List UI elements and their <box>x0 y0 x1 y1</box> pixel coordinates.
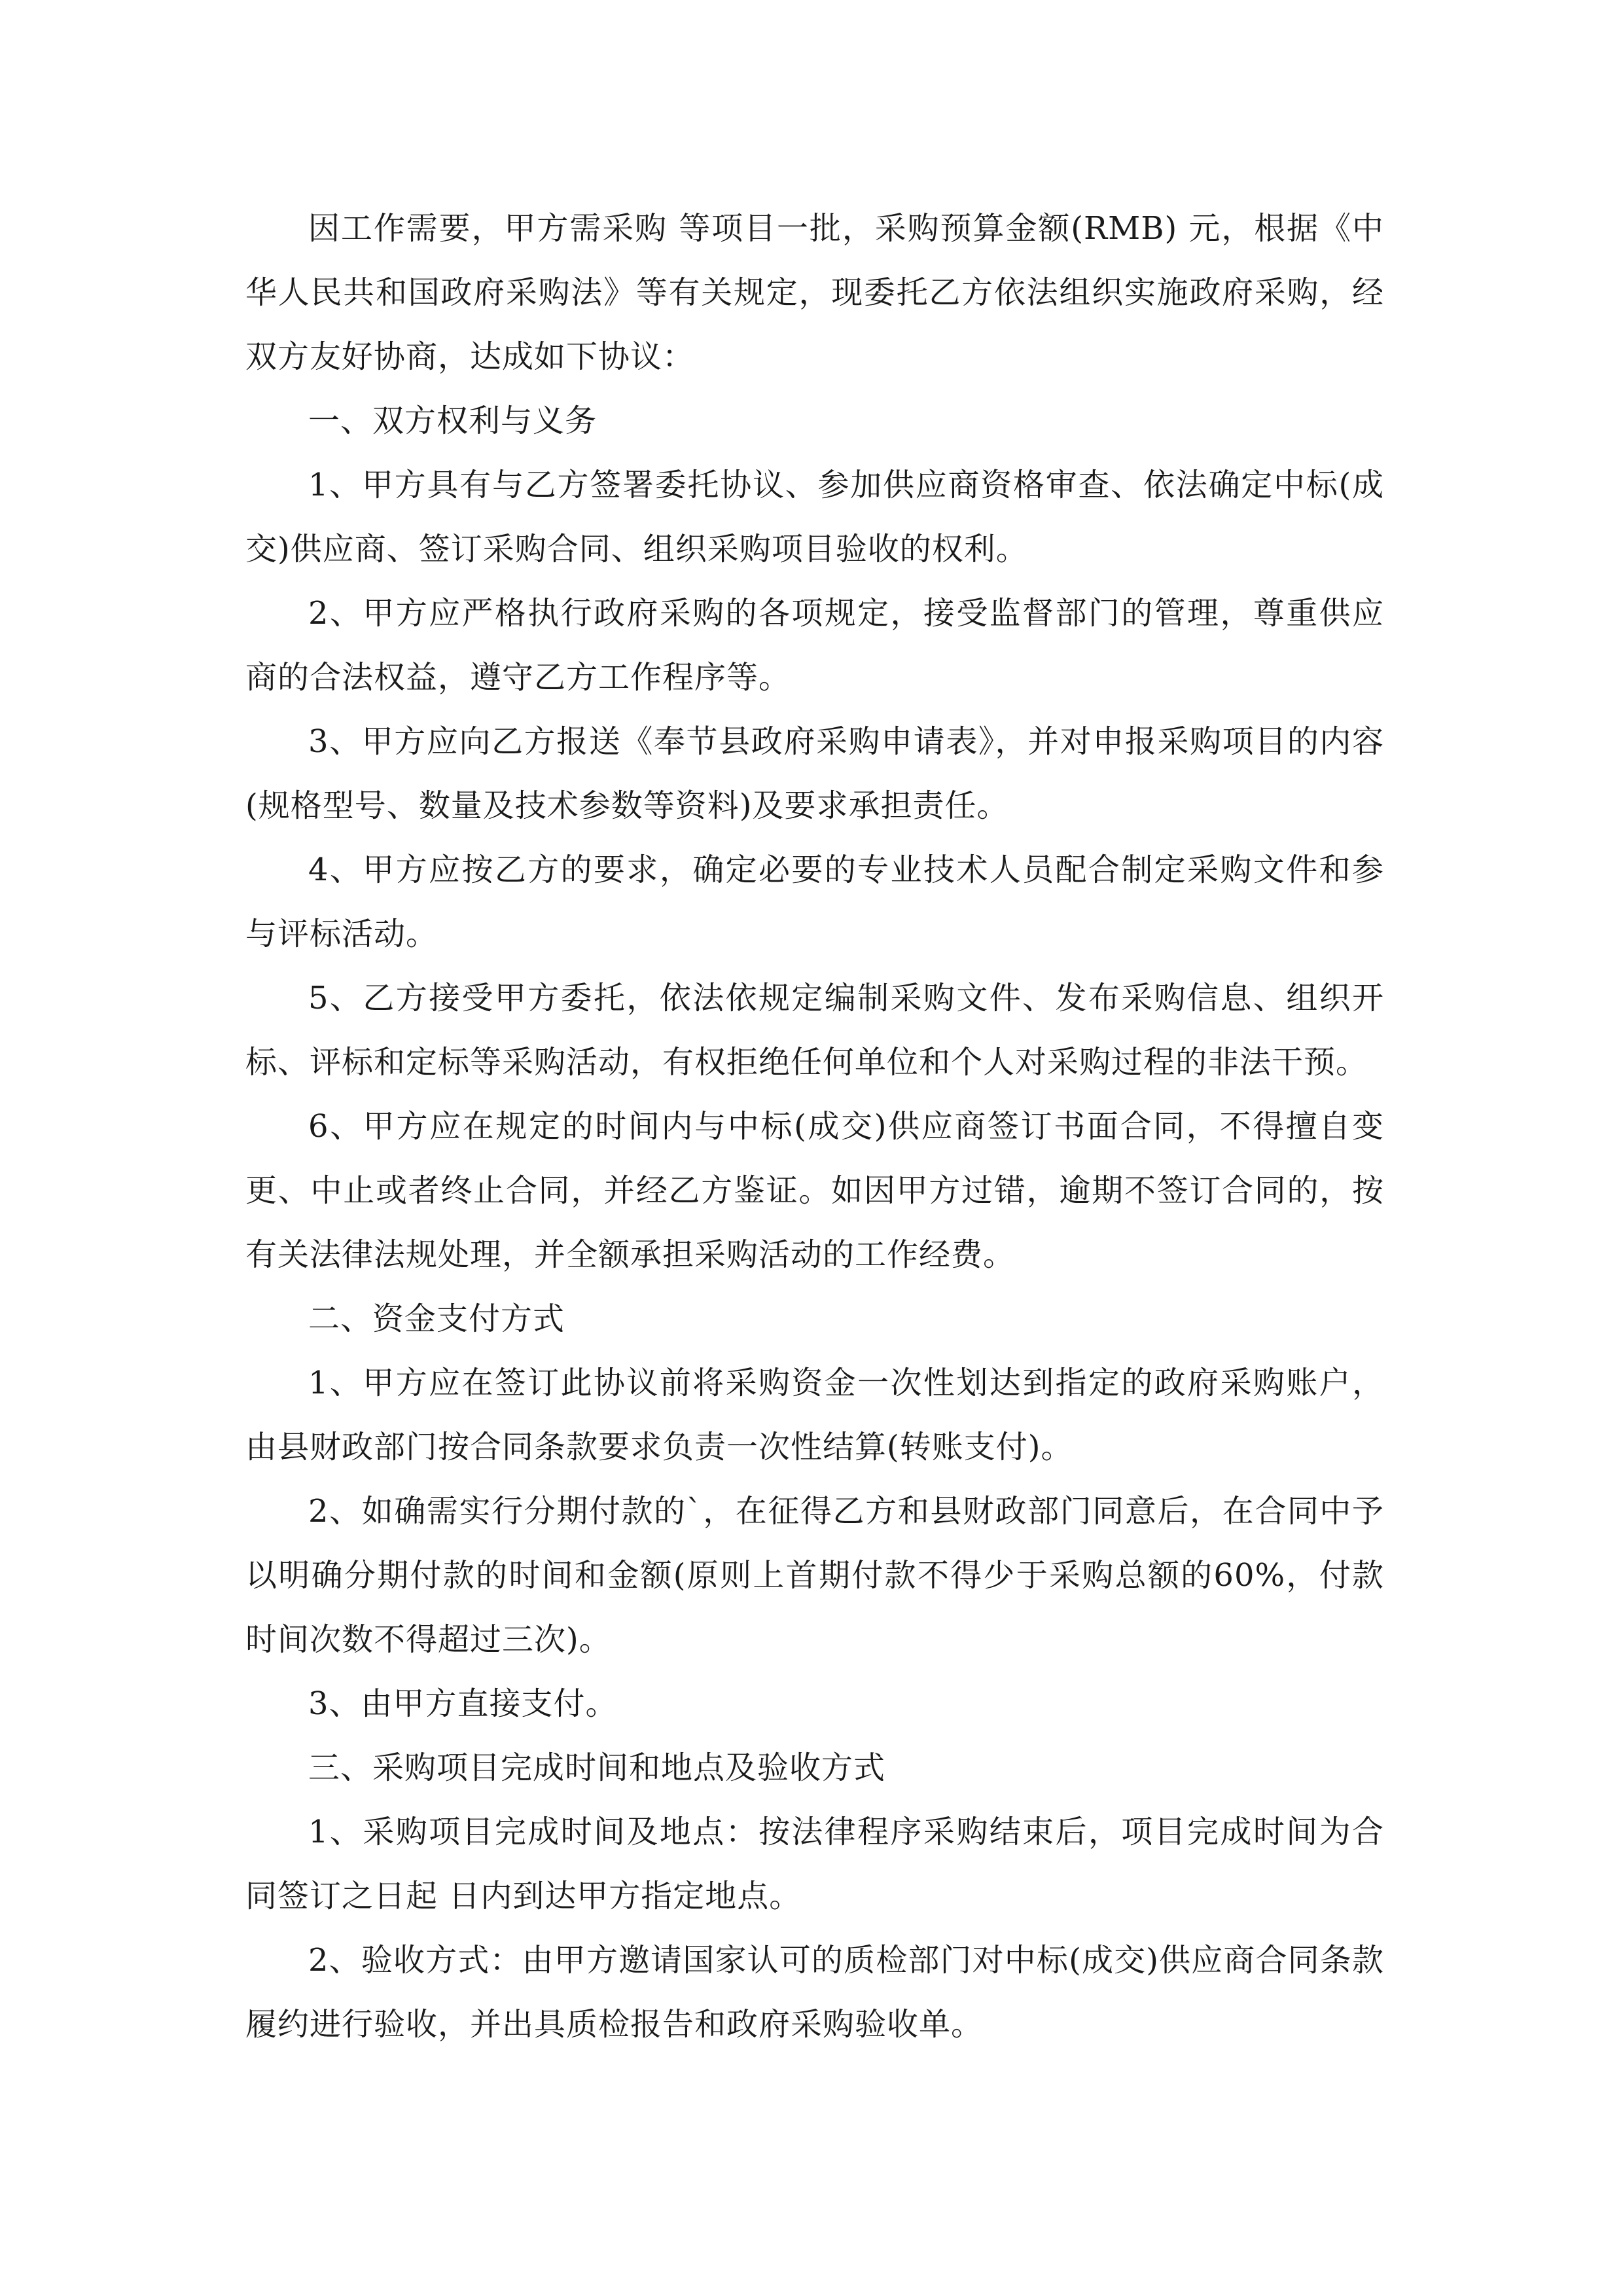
clause-3-2: 2、验收方式：由甲方邀请国家认可的质检部门对中标(成交)供应商合同条款履约进行验收，并出具质检报告和政府采购验收单。 <box>245 1942 1384 2043</box>
clause-2-1: 1、甲方应在签订此协议前将采购资金一次性划达到指定的政府采购账户，由县财政部门按合同条款要求负责一次性结算(转账支付)。 <box>245 1365 1384 1465</box>
clause-1-3: 3、甲方应向乙方报送《奉节县政府采购申请表》，并对申报采购项目的内容(规格型号、数量及技术参数等资料)及要求承担责任。 <box>245 723 1384 824</box>
intro-paragraph: 因工作需要，甲方需采购 等项目一批，采购预算金额(RMB) 元，根据《中华人民共和国政府采购法》等有关规定，现委托乙方依法组织实施政府采购，经双方友好协商，达成如下协议： <box>245 210 1384 375</box>
clause-1-5: 5、乙方接受甲方委托，依法依规定编制采购文件、发布采购信息、组织开标、评标和定标等采购活动，有权拒绝任何单位和个人对采购过程的非法干预。 <box>245 980 1384 1081</box>
section-heading-payment: 二、资金支付方式 <box>308 1300 565 1337</box>
section-heading-completion-acceptance: 三、采购项目完成时间和地点及验收方式 <box>308 1749 886 1786</box>
clause-2-2: 2、如确需实行分期付款的`，在征得乙方和县财政部门同意后，在合同中予以明确分期付款的时间和金额(原则上首期付款不得少于采购总额的60%，付款时间次数不得超过三次)。 <box>245 1493 1384 1658</box>
clause-3-1: 1、采购项目完成时间及地点：按法律程序采购结束后，项目完成时间为合同签订之日起 日内到达甲方指定地点。 <box>245 1814 1384 1914</box>
document-body <box>245 196 1384 2056</box>
clause-1-6: 6、甲方应在规定的时间内与中标(成交)供应商签订书面合同，不得擅自变更、中止或者终止合同，并经乙方鉴证。如因甲方过错，逾期不签订合同的，按有关法律法规处理，并全额承担采购活动的工作经费。 <box>245 1108 1384 1273</box>
clause-1-4: 4、甲方应按乙方的要求，确定必要的专业技术人员配合制定采购文件和参与评标活动。 <box>245 852 1384 952</box>
section-heading-rights-obligations: 一、双方权利与义务 <box>308 403 597 439</box>
clause-1-2: 2、甲方应严格执行政府采购的各项规定，接受监督部门的管理，尊重供应商的合法权益，遵守乙方工作程序等。 <box>245 595 1384 696</box>
clause-1-1: 1、甲方具有与乙方签署委托协议、参加供应商资格审查、依法确定中标(成交)供应商、签订采购合同、组织采购项目验收的权利。 <box>245 467 1384 567</box>
clause-2-3: 3、由甲方直接支付。 <box>308 1685 618 1722</box>
